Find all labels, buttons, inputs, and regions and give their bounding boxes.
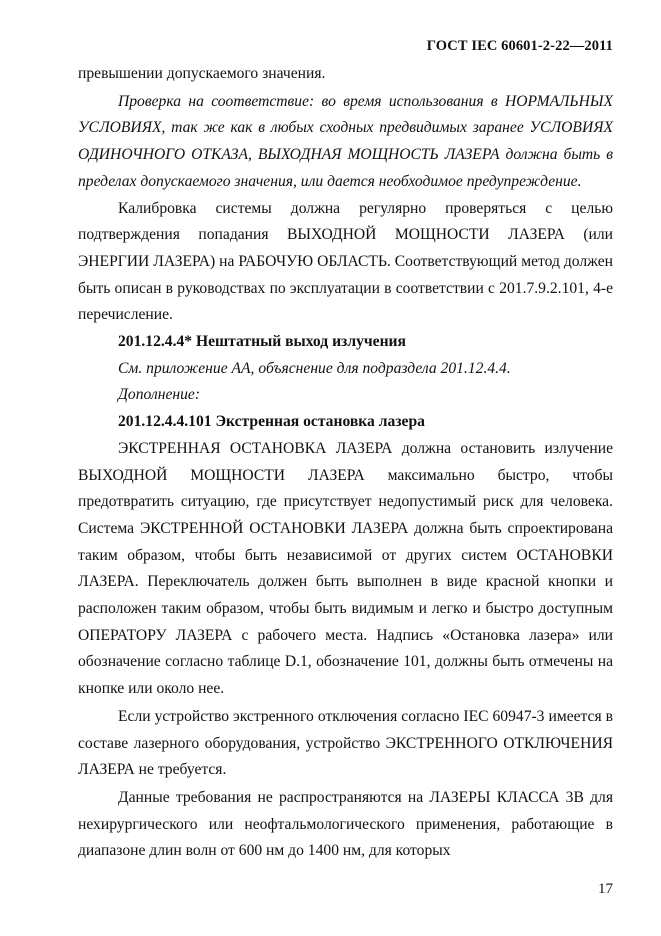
paragraph-annex-reference: См. приложение АА, объяснение для подраздела 201.12.4.4.: [118, 359, 511, 377]
paragraph-emergency-stop: ЭКСТРЕННАЯ ОСТАНОВКА ЛАЗЕРА должна остановить излучение ВЫХОДНОЙ МОЩНОСТИ ЛАЗЕРА максимально быстро, чтобы предотвратить ситуацию, где присутствует недопустимый риск для человека. Система ЭКСТРЕННОЙ ОСТАНОВКИ ЛАЗЕРА должна быть спроектирована таким образом, чтобы быть независимой от других систем ОСТАНОВКИ ЛАЗЕРА. Переключатель должен быть выполнен в виде красной кнопки и расположен таким образом, чтобы быть видимым и легко и быстро доступным ОПЕРАТОРУ ЛАЗЕРА с рабочего места. Надпись «Остановка лазера» или обозначение согласно таблице D.1, обозначение 101, должны быть отмечены на кнопке или около нее.: [78, 439, 613, 698]
paragraph-continuation: превышении допускаемого значения.: [78, 65, 326, 82]
paragraph-calibration: Калибровка системы должна регулярно проверяться с целью подтверждения попадания ВЫХОДНОЙ МОЩНОСТИ ЛАЗЕРА (или ЭНЕРГИИ ЛАЗЕРА) на РАБОЧУЮ ОБЛАСТЬ. Соответствующий метод должен быть описан в руководствах по эксплуатации в соответствии с 201.7.9.2.101, 4-е перечисление.: [78, 199, 613, 324]
paragraph-class-3b-exception: Данные требования не распространяются на ЛАЗЕРЫ КЛАССА 3В для нехирургического или неофтальмологического применения, работающие в диапазоне длин волн от 600 нм до 1400 нм, для которых: [78, 788, 613, 860]
paragraph-compliance-check: Проверка на соответствие: во время использования в НОРМАЛЬНЫХ УСЛОВИЯХ, так же как в любых сходных предвидимых заранее УСЛОВИЯХ ОДИНОЧНОГО ОТКАЗА, ВЫХОДНАЯ МОЩНОСТЬ ЛАЗЕРА должна быть в пределах допускаемого значения, или дается необходимое предупреждение.: [78, 92, 613, 190]
page-number: 17: [598, 881, 613, 897]
paragraph-emergency-disconnect: Если устройство экстренного отключения согласно IEC 60947-3 имеется в составе лазерного оборудования, устройство ЭКСТРЕННОГО ОТКЛЮЧЕНИЯ ЛАЗЕРА не требуется.: [78, 707, 613, 779]
paragraph-addition-label: Дополнение:: [118, 386, 201, 404]
standard-header: ГОСТ IEC 60601-2-22—2011: [426, 38, 613, 54]
section-heading-201-12-4-4: 201.12.4.4* Нештатный выход излучения: [118, 333, 406, 351]
section-heading-201-12-4-4-101: 201.12.4.4.101 Экстренная остановка лазера: [118, 413, 425, 431]
body-text: [78, 61, 613, 865]
